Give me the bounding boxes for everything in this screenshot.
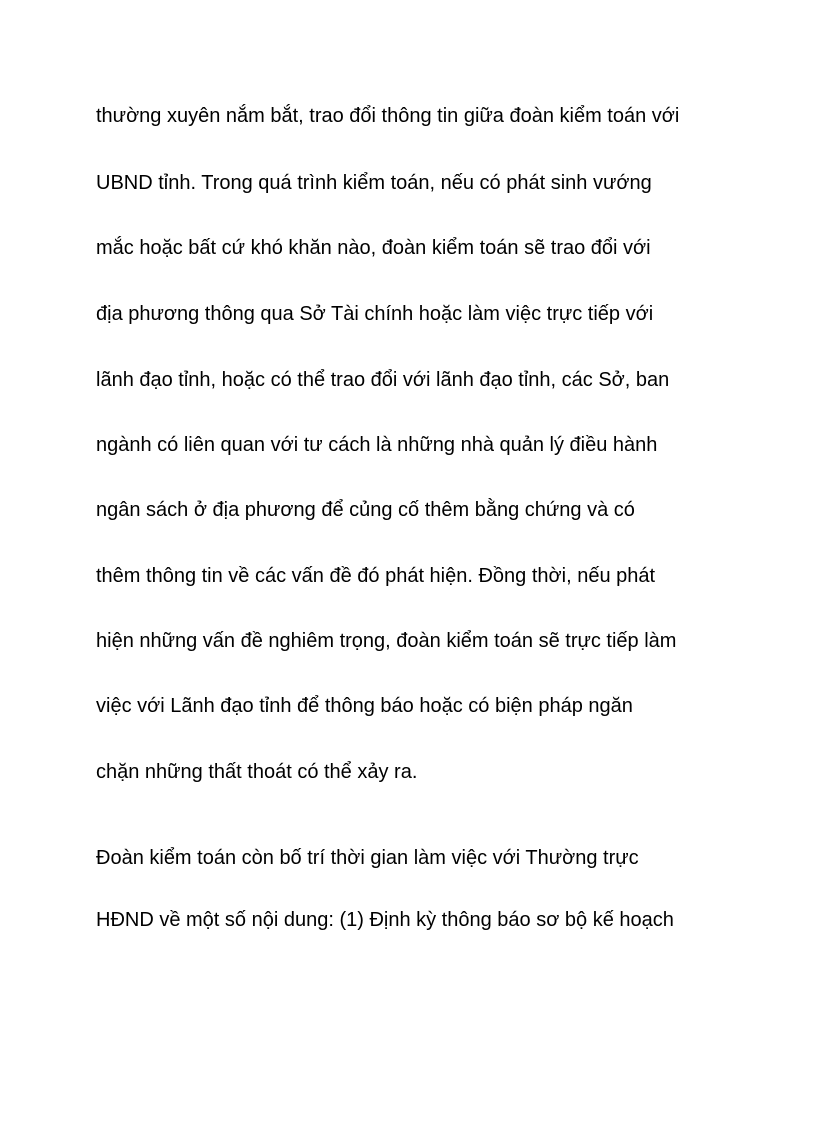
text-line: hiện những vấn đề nghiêm trọng, đoàn kiểm toán sẽ trực tiếp làm <box>96 630 677 652</box>
text-line: ngân sách ở địa phương để củng cố thêm bằng chứng và có <box>96 499 635 521</box>
text-line: HĐND về một số nội dung: (1) Định kỳ thông báo sơ bộ kế hoạch <box>96 909 674 931</box>
text-line: mắc hoặc bất cứ khó khăn nào, đoàn kiểm toán sẽ trao đổi với <box>96 237 651 259</box>
text-line: thêm thông tin về các vấn đề đó phát hiện. Đồng thời, nếu phát <box>96 565 656 587</box>
text-line: thường xuyên nắm bắt, trao đổi thông tin giữa đoàn kiểm toán với <box>96 105 680 127</box>
text-line: Đoàn kiểm toán còn bố trí thời gian làm việc với Thường trực <box>96 847 639 869</box>
text-line: lãnh đạo tỉnh, hoặc có thể trao đổi với lãnh đạo tỉnh, các Sở, ban <box>96 369 670 391</box>
text-line: việc với Lãnh đạo tỉnh để thông báo hoặc có biện pháp ngăn <box>96 695 633 717</box>
text-line: địa phương thông qua Sở Tài chính hoặc làm việc trực tiếp với <box>96 303 654 325</box>
text-line: chặn những thất thoát có thể xảy ra. <box>96 761 418 783</box>
text-line: ngành có liên quan với tư cách là những nhà quản lý điều hành <box>96 434 658 456</box>
text-line: UBND tỉnh. Trong quá trình kiểm toán, nếu có phát sinh vướng <box>96 172 652 194</box>
